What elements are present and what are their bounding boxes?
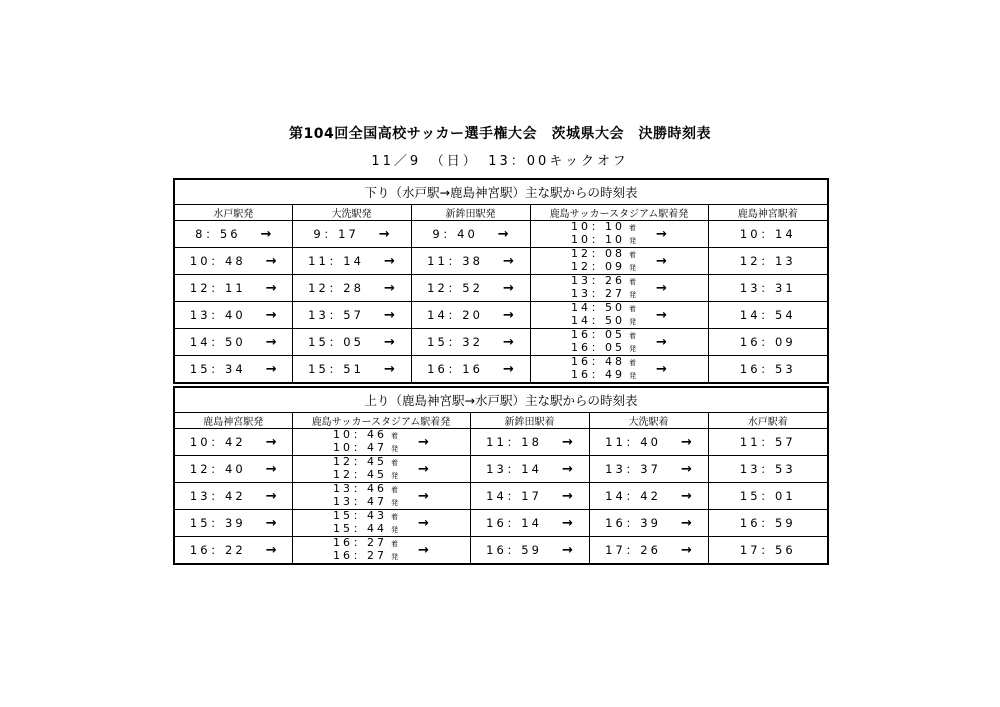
right-arrow-icon: → <box>265 515 277 531</box>
time-with-arrow <box>293 221 411 247</box>
stadium-cell <box>530 329 708 356</box>
time-value: 14：54 <box>739 308 796 322</box>
timetable-cell <box>708 329 828 356</box>
timetable-cell <box>174 329 292 356</box>
time-value: 14：17 <box>486 489 542 503</box>
destination-time <box>709 302 828 328</box>
up-section-title: 上り（鹿島神宮駅→水戸駅）主な駅からの時刻表 <box>174 387 828 413</box>
column-header: 鹿島サッカースタジアム駅着発 <box>292 413 470 429</box>
right-arrow-icon: → <box>265 253 277 269</box>
right-arrow-icon: → <box>418 461 429 477</box>
arrive-label: 着 <box>391 459 399 467</box>
timetable-cell <box>589 510 708 537</box>
column-header: 鹿島神宮駅発 <box>174 413 292 429</box>
arrive-label: 着 <box>391 540 399 548</box>
up-timetable <box>173 386 829 565</box>
right-arrow-icon: → <box>260 226 272 242</box>
time-with-arrow <box>175 510 292 536</box>
column-header: 鹿島サッカースタジアム駅着発 <box>530 205 708 221</box>
right-arrow-icon: → <box>265 280 277 296</box>
destination-time <box>709 510 828 536</box>
timetable-cell <box>174 483 292 510</box>
timetable-cell <box>292 221 411 248</box>
timetable-row <box>174 510 828 537</box>
time-value: 11：40 <box>605 435 661 449</box>
time-value: 16：16 <box>427 362 483 376</box>
right-arrow-icon: → <box>656 307 667 323</box>
time-value: 12：52 <box>427 281 483 295</box>
arrive-time: 13：46 <box>333 482 388 495</box>
arrive-depart-pair <box>571 329 636 355</box>
stadium-times <box>531 356 708 382</box>
right-arrow-icon: → <box>418 515 429 531</box>
timetable-cell <box>708 456 828 483</box>
destination-time <box>709 329 828 355</box>
right-arrow-icon: → <box>680 434 692 450</box>
arrive-depart-pair <box>571 356 636 382</box>
destination-time <box>709 248 828 274</box>
arrive-depart-pair <box>333 483 398 509</box>
stadium-cell <box>292 429 470 456</box>
time-value: 13：53 <box>739 462 796 476</box>
right-arrow-icon: → <box>561 461 573 477</box>
timetable-cell <box>470 537 589 565</box>
timetable-row <box>174 356 828 384</box>
stadium-times <box>531 275 708 301</box>
depart-time: 10：10 <box>571 233 626 246</box>
time-value: 15：51 <box>308 362 364 376</box>
depart-time: 15：44 <box>333 522 388 535</box>
depart-label: 発 <box>629 264 637 272</box>
time-value: 16：22 <box>189 543 246 557</box>
right-arrow-icon: → <box>656 280 667 296</box>
timetable-cell <box>292 248 411 275</box>
timetable-cell <box>411 302 530 329</box>
time-with-arrow <box>293 275 411 301</box>
right-arrow-icon: → <box>502 334 514 350</box>
column-header: 水戸駅発 <box>174 205 292 221</box>
timetable-cell <box>470 429 589 456</box>
timetable-cell <box>174 275 292 302</box>
time-with-arrow <box>471 456 589 482</box>
arrive-time: 16：48 <box>571 355 626 368</box>
depart-line <box>571 342 636 355</box>
timetable-cell <box>708 302 828 329</box>
time-value: 16：39 <box>605 516 661 530</box>
arrive-depart-pair <box>571 221 636 247</box>
down-section-title: 下り（水戸駅→鹿島神宮駅）主な駅からの時刻表 <box>174 179 828 205</box>
right-arrow-icon: → <box>418 434 429 450</box>
arrive-time: 10：46 <box>333 428 388 441</box>
right-arrow-icon: → <box>656 226 667 242</box>
depart-time: 16：49 <box>571 368 626 381</box>
depart-label: 発 <box>391 499 399 507</box>
kickoff-info: 11／9 （日） 13：00キックオフ <box>371 154 629 169</box>
time-value: 12：11 <box>189 281 246 295</box>
depart-time: 14：50 <box>571 314 626 327</box>
right-arrow-icon: → <box>680 515 692 531</box>
timetable-row <box>174 302 828 329</box>
time-with-arrow <box>590 483 708 509</box>
right-arrow-icon: → <box>680 488 692 504</box>
stadium-cell <box>292 537 470 565</box>
depart-label: 発 <box>629 345 637 353</box>
stadium-times <box>531 302 708 328</box>
time-value: 16：59 <box>486 543 542 557</box>
stadium-cell <box>530 248 708 275</box>
right-arrow-icon: → <box>265 542 277 558</box>
time-value: 8：56 <box>195 227 241 241</box>
time-with-arrow <box>590 456 708 482</box>
column-header: 鹿島神宮駅着 <box>708 205 828 221</box>
time-value: 17：26 <box>605 543 661 557</box>
time-value: 12：40 <box>189 462 246 476</box>
timetable-cell <box>708 483 828 510</box>
timetable-cell <box>411 221 530 248</box>
time-value: 10：42 <box>189 435 246 449</box>
time-value: 12：28 <box>308 281 364 295</box>
arrive-label: 着 <box>629 359 637 367</box>
time-value: 11：38 <box>427 254 483 268</box>
time-with-arrow <box>175 221 292 247</box>
time-value: 13：31 <box>739 281 796 295</box>
right-arrow-icon: → <box>561 542 573 558</box>
time-with-arrow <box>590 537 708 563</box>
right-arrow-icon: → <box>383 280 395 296</box>
time-value: 11：57 <box>739 435 796 449</box>
arrive-label: 着 <box>629 305 637 313</box>
time-with-arrow <box>590 429 708 455</box>
timetable-cell <box>589 537 708 565</box>
arrive-time: 13：26 <box>571 274 626 287</box>
right-arrow-icon: → <box>656 253 667 269</box>
time-with-arrow <box>412 329 530 355</box>
stadium-times <box>293 456 470 482</box>
arrive-label: 着 <box>629 332 637 340</box>
arrive-time: 16：05 <box>571 328 626 341</box>
right-arrow-icon: → <box>561 488 573 504</box>
depart-time: 10：47 <box>333 441 388 454</box>
right-arrow-icon: → <box>265 488 277 504</box>
arrive-time: 12：08 <box>571 247 626 260</box>
column-header: 大洗駅着 <box>589 413 708 429</box>
right-arrow-icon: → <box>502 280 514 296</box>
timetable-cell <box>174 356 292 384</box>
time-value: 13：37 <box>605 462 661 476</box>
column-header: 新鉾田駅発 <box>411 205 530 221</box>
time-value: 14：20 <box>427 308 483 322</box>
timetable-cell <box>174 302 292 329</box>
timetable-cell <box>174 248 292 275</box>
arrive-time: 14：50 <box>571 301 626 314</box>
timetable-cell <box>708 537 828 565</box>
stadium-cell <box>292 510 470 537</box>
timetable-cell <box>292 302 411 329</box>
timetable-row <box>174 248 828 275</box>
arrive-label: 着 <box>391 432 399 440</box>
stadium-cell <box>292 456 470 483</box>
destination-time <box>709 221 828 247</box>
time-with-arrow <box>175 356 292 382</box>
time-with-arrow <box>412 248 530 274</box>
timetable-row <box>174 329 828 356</box>
right-arrow-icon: → <box>418 542 429 558</box>
depart-line <box>333 496 398 509</box>
right-arrow-icon: → <box>383 307 395 323</box>
right-arrow-icon: → <box>656 361 667 377</box>
section-title-row <box>174 179 828 205</box>
arrive-depart-pair <box>571 248 636 274</box>
timetable-cell <box>589 429 708 456</box>
time-value: 9：17 <box>313 227 359 241</box>
time-with-arrow <box>471 429 589 455</box>
right-arrow-icon: → <box>383 361 395 377</box>
arrive-time: 16：27 <box>333 536 388 549</box>
timetable-row <box>174 483 828 510</box>
depart-line <box>571 288 636 301</box>
right-arrow-icon: → <box>680 542 692 558</box>
right-arrow-icon: → <box>502 307 514 323</box>
timetable-row <box>174 429 828 456</box>
arrive-label: 着 <box>629 224 637 232</box>
time-with-arrow <box>471 510 589 536</box>
arrive-depart-pair <box>333 456 398 482</box>
stadium-times <box>293 483 470 509</box>
depart-time: 12：45 <box>333 468 388 481</box>
time-value: 15：01 <box>739 489 796 503</box>
stadium-times <box>531 248 708 274</box>
column-header: 水戸駅着 <box>708 413 828 429</box>
time-with-arrow <box>412 275 530 301</box>
time-value: 16：09 <box>739 335 796 349</box>
timetable-row <box>174 537 828 565</box>
time-with-arrow <box>412 221 530 247</box>
depart-line <box>333 469 398 482</box>
arrive-label: 着 <box>629 278 637 286</box>
depart-label: 発 <box>391 472 399 480</box>
destination-time <box>709 483 828 509</box>
depart-line <box>571 234 636 247</box>
time-with-arrow <box>175 248 292 274</box>
time-with-arrow <box>175 302 292 328</box>
arrive-time: 12：45 <box>333 455 388 468</box>
depart-label: 発 <box>391 445 399 453</box>
destination-time <box>709 429 828 455</box>
timetable-cell <box>174 537 292 565</box>
time-value: 17：56 <box>739 543 796 557</box>
right-arrow-icon: → <box>265 434 277 450</box>
time-value: 10：48 <box>189 254 246 268</box>
timetable-cell <box>470 456 589 483</box>
time-with-arrow <box>293 248 411 274</box>
time-with-arrow <box>175 429 292 455</box>
timetable-row <box>174 221 828 248</box>
depart-line <box>333 442 398 455</box>
time-value: 16：53 <box>739 362 796 376</box>
timetable-row <box>174 456 828 483</box>
timetable-cell <box>708 221 828 248</box>
time-value: 13：42 <box>189 489 246 503</box>
time-value: 15：39 <box>189 516 246 530</box>
timetable-cell <box>174 429 292 456</box>
depart-label: 発 <box>391 526 399 534</box>
depart-label: 発 <box>629 318 637 326</box>
timetable-cell <box>708 275 828 302</box>
stadium-cell <box>530 275 708 302</box>
right-arrow-icon: → <box>502 253 514 269</box>
time-value: 14：42 <box>605 489 661 503</box>
destination-time <box>709 456 828 482</box>
right-arrow-icon: → <box>265 461 277 477</box>
destination-time <box>709 275 828 301</box>
right-arrow-icon: → <box>383 334 395 350</box>
time-value: 15：34 <box>189 362 246 376</box>
time-value: 13：14 <box>486 462 542 476</box>
time-value: 15：05 <box>308 335 364 349</box>
right-arrow-icon: → <box>383 253 395 269</box>
time-with-arrow <box>175 275 292 301</box>
timetable-cell <box>174 221 292 248</box>
timetable-row <box>174 275 828 302</box>
timetable-cell <box>292 356 411 384</box>
right-arrow-icon: → <box>561 434 573 450</box>
arrive-time: 10：10 <box>571 220 626 233</box>
stadium-times <box>531 329 708 355</box>
timetable-cell <box>411 248 530 275</box>
time-value: 12：13 <box>739 254 796 268</box>
time-with-arrow <box>293 356 411 382</box>
timetable-cell <box>708 510 828 537</box>
depart-label: 発 <box>391 553 399 561</box>
time-value: 15：32 <box>427 335 483 349</box>
depart-label: 発 <box>629 291 637 299</box>
time-with-arrow <box>471 537 589 563</box>
timetable-cell <box>292 329 411 356</box>
page-title: 第104回全国高校サッカー選手権大会 茨城県大会 決勝時刻表 <box>289 126 711 142</box>
arrive-depart-pair <box>571 302 636 328</box>
depart-line <box>571 315 636 328</box>
time-with-arrow <box>175 329 292 355</box>
time-with-arrow <box>293 302 411 328</box>
right-arrow-icon: → <box>502 361 514 377</box>
arrive-depart-pair <box>333 537 398 563</box>
time-with-arrow <box>412 356 530 382</box>
arrive-label: 着 <box>391 513 399 521</box>
time-with-arrow <box>175 456 292 482</box>
time-with-arrow <box>412 302 530 328</box>
arrive-depart-pair <box>571 275 636 301</box>
timetable-cell <box>174 510 292 537</box>
right-arrow-icon: → <box>265 361 277 377</box>
timetable-cell <box>708 356 828 384</box>
time-value: 9：40 <box>432 227 478 241</box>
down-timetable <box>173 178 829 384</box>
stadium-times <box>531 221 708 247</box>
stadium-cell <box>530 302 708 329</box>
timetable-cell <box>411 356 530 384</box>
timetable-cell <box>589 456 708 483</box>
header-row <box>174 413 828 429</box>
stadium-cell <box>530 221 708 248</box>
timetable-cell <box>589 483 708 510</box>
time-value: 16：59 <box>739 516 796 530</box>
depart-label: 発 <box>629 372 637 380</box>
timetable-cell <box>411 329 530 356</box>
depart-time: 13：47 <box>333 495 388 508</box>
right-arrow-icon: → <box>418 488 429 504</box>
arrive-label: 着 <box>391 486 399 494</box>
depart-time: 16：27 <box>333 549 388 562</box>
timetable-cell <box>174 456 292 483</box>
time-value: 13：57 <box>308 308 364 322</box>
timetable-cell <box>470 483 589 510</box>
header-row <box>174 205 828 221</box>
destination-time <box>709 537 828 563</box>
time-with-arrow <box>175 483 292 509</box>
depart-line <box>571 261 636 274</box>
right-arrow-icon: → <box>656 334 667 350</box>
timetable-cell <box>708 248 828 275</box>
timetable-cell <box>411 275 530 302</box>
right-arrow-icon: → <box>265 307 277 323</box>
column-header: 新鉾田駅着 <box>470 413 589 429</box>
depart-line <box>333 523 398 536</box>
depart-line <box>571 369 636 382</box>
timetable-cell <box>470 510 589 537</box>
stadium-times <box>293 429 470 455</box>
time-value: 13：40 <box>189 308 246 322</box>
depart-line <box>333 550 398 563</box>
time-value: 11：18 <box>486 435 542 449</box>
time-value: 14：50 <box>189 335 246 349</box>
time-value: 16：14 <box>486 516 542 530</box>
time-value: 11：14 <box>308 254 364 268</box>
time-with-arrow <box>590 510 708 536</box>
right-arrow-icon: → <box>561 515 573 531</box>
section-title-row <box>174 387 828 413</box>
time-with-arrow <box>175 537 292 563</box>
time-with-arrow <box>471 483 589 509</box>
arrive-depart-pair <box>333 510 398 536</box>
right-arrow-icon: → <box>680 461 692 477</box>
timetable-cell <box>292 275 411 302</box>
depart-label: 発 <box>629 237 637 245</box>
destination-time <box>709 356 828 382</box>
stadium-times <box>293 510 470 536</box>
right-arrow-icon: → <box>497 226 509 242</box>
column-header: 大洗駅発 <box>292 205 411 221</box>
arrive-label: 着 <box>629 251 637 259</box>
depart-time: 16：05 <box>571 341 626 354</box>
right-arrow-icon: → <box>378 226 390 242</box>
arrive-time: 15：43 <box>333 509 388 522</box>
timetable-cell <box>708 429 828 456</box>
stadium-cell <box>530 356 708 384</box>
depart-time: 13：27 <box>571 287 626 300</box>
arrive-depart-pair <box>333 429 398 455</box>
stadium-cell <box>292 483 470 510</box>
time-value: 10：14 <box>739 227 796 241</box>
depart-time: 12：09 <box>571 260 626 273</box>
time-with-arrow <box>293 329 411 355</box>
stadium-times <box>293 537 470 563</box>
right-arrow-icon: → <box>265 334 277 350</box>
